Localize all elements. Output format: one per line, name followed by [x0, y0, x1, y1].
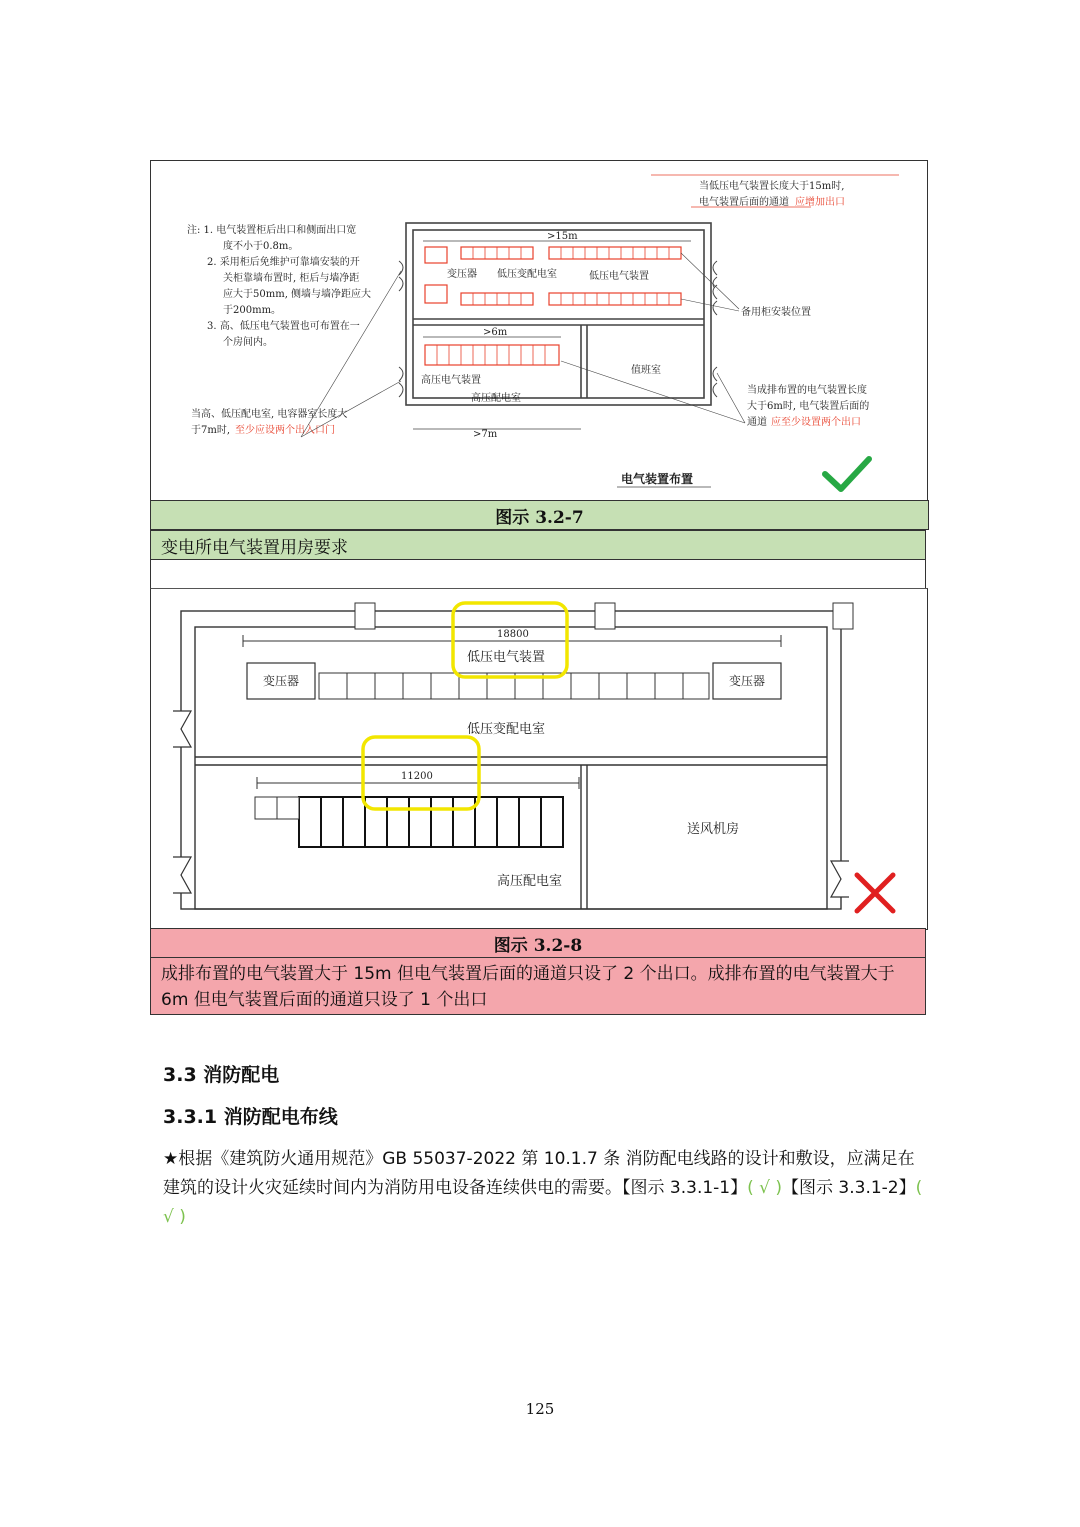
caption-bar-3-2-8	[150, 928, 926, 958]
note-line: 应大于50mm, 侧墙与墙净距应大	[223, 289, 372, 300]
label-transformer-left: 变压器	[263, 674, 300, 688]
check-annotation: ( √ )	[163, 1178, 923, 1227]
label-lv-device: 低压电气装置	[589, 271, 649, 282]
section-heading-3-3: 3.3 消防配电	[163, 1064, 280, 1086]
note-line: 于200mm。	[223, 305, 282, 316]
figure-caption: 图示 3.2-7	[495, 507, 584, 528]
label-duty-room: 值班室	[631, 365, 661, 376]
paragraph-text-continued: 【图示 3.3.1-2】	[782, 1178, 916, 1198]
label-transformer: 变压器	[447, 269, 477, 280]
left-note-line: 当高、低压配电室, 电容器室长度大	[191, 409, 348, 420]
note-line: 2. 采用柜后免维护可靠墙安装的开	[207, 257, 360, 268]
check-mark-icon	[825, 459, 869, 489]
dimension-11200: 11200	[401, 771, 433, 782]
label-hv-room: 高压配电室	[497, 874, 563, 889]
label-transformer-right: 变压器	[729, 674, 766, 688]
page-number: 125	[525, 1400, 555, 1418]
description-bar-3-2-8	[150, 957, 926, 1015]
highlight-18800	[453, 603, 567, 677]
noncompliant-layout-drawing	[151, 589, 927, 929]
label-hv-room: 高压配电室	[471, 393, 521, 404]
spacer-row	[150, 559, 926, 589]
notes-block	[187, 223, 371, 348]
label-spare-cabinet: 备用柜安装位置	[741, 307, 811, 318]
label-lv-device: 低压电气装置	[467, 650, 546, 665]
figure-description: 成排布置的电气装置大于 15m 但电气装置后面的通道只设了 2 个出口。成排布置的电气装置大于 6m 但电气装置后面的通道只设了 1 个出口	[161, 964, 895, 1010]
right-note-line: 通道	[747, 417, 767, 428]
note-line: 度不小于0.8m。	[223, 241, 299, 252]
electrical-layout-drawing	[151, 161, 927, 501]
dimension-18800: 18800	[497, 629, 529, 640]
cross-mark-icon	[857, 875, 893, 911]
label-lv-room: 低压变配电室	[467, 722, 546, 737]
top-note-line: 电气装置后面的通道	[699, 197, 789, 208]
top-note-highlight: 应增加出口	[795, 197, 845, 208]
note-line: 个房间内。	[223, 337, 273, 348]
top-note-line: 当低压电气装置长度大于15m时,	[699, 181, 845, 192]
right-note-highlight: 应至少设置两个出口	[771, 417, 861, 428]
left-note-highlight: 至少应设两个出入口门	[235, 425, 335, 436]
section-heading-3-3-1: 3.3.1 消防配电布线	[163, 1106, 338, 1128]
dimension-15m: >15m	[547, 231, 578, 242]
figure-caption: 图示 3.2-8	[493, 935, 583, 956]
label-lv-room: 低压变配电室	[497, 269, 557, 280]
right-note-line: 当成排布置的电气装置长度	[747, 385, 867, 396]
note-line: 关柜靠墙布置时, 柜后与墙净距	[223, 273, 360, 284]
regulation-paragraph	[163, 1145, 923, 1232]
drawing-title: 电气装置布置	[621, 472, 694, 486]
left-note-line: 于7m时,	[191, 425, 231, 436]
paragraph-text: ★根据《建筑防火通用规范》GB 55037-2022 第 10.1.7 条 消防配电线路的设计和敷设，应满足在建筑的设计火灾延续时间内为消防用电设备连续供电的需要。【图示 3.3.1-1】	[163, 1149, 915, 1198]
figure-3-2-8-panel	[150, 588, 928, 930]
note-line: 3. 高、低压电气装置也可布置在一	[207, 321, 360, 332]
dimension-7m: >7m	[473, 429, 498, 440]
figure-description: 变电所电气装置用房要求	[161, 538, 348, 558]
caption-bar-3-2-7	[150, 500, 929, 530]
figure-box	[150, 160, 927, 1015]
check-annotation: ( √ )	[747, 1178, 783, 1198]
description-bar-3-2-7	[150, 530, 926, 560]
label-fan-room: 送风机房	[687, 822, 740, 837]
right-note-line: 大于6m时, 电气装置后面的	[747, 401, 870, 412]
label-hv-device: 高压电气装置	[421, 375, 481, 386]
figure-3-2-7-panel	[150, 160, 928, 502]
note-line: 注: 1. 电气装置柜后出口和侧面出口宽	[187, 225, 357, 236]
dimension-6m: >6m	[483, 327, 508, 338]
